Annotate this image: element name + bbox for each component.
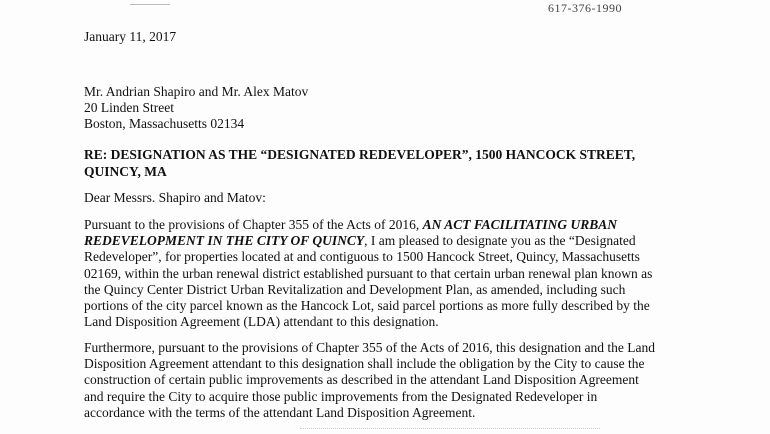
paragraph-text: Pursuant to the provisions of Chapter 355 of the Acts of 2016, [84, 217, 423, 232]
letter-date: January 11, 2017 [84, 29, 177, 44]
paragraph-line: 02169, within the urban renewal district established pursuant to that certain urban renewal plan known as [84, 265, 653, 281]
paragraph-line: and require the City to acquire those public improvements from the Designated Redeveloper in [84, 388, 598, 404]
letterhead-mark [130, 0, 170, 5]
act-title-part-1: AN ACT FACILITATING URBAN [422, 217, 618, 232]
subject-line-1: RE: DESIGNATION AS THE “DESIGNATED REDEVELOPER”, 1500 HANCOCK STREET, [84, 147, 636, 162]
paragraph-line: Redeveloper”, for properties located at and contiguous to 1500 Hancock Street, Quincy, Massachusetts [84, 249, 640, 265]
subject-line-2: QUINCY, MA [84, 164, 167, 179]
paragraph-line: construction of certain public improvements as described in the attendant Land Disposition Agreement [84, 372, 639, 388]
paragraph-line: Furthermore, pursuant to the provisions of Chapter 355 of the Acts of 2016, this designation and the Land [84, 340, 656, 355]
paragraph-line [84, 217, 704, 233]
paragraph-public-improvements [84, 340, 704, 421]
paragraph-line: portions of the city parcel known as the Hancock Lot, said parcel portions as more fully described by the [84, 298, 650, 314]
act-title-part-2: REDEVELOPMENT IN THE CITY OF QUINCY [84, 233, 365, 249]
paragraph-designation [84, 217, 704, 330]
paragraph-line: the Quincy Center District Urban Revitalization and Development Plan, as amended, including such [84, 281, 626, 297]
paragraph-line: Land Disposition Agreement (LDA) attendant to this designation. [84, 314, 439, 330]
recipient-street: 20 Linden Street [84, 100, 174, 115]
letterhead-phone: 617-376-1990 [548, 1, 622, 15]
recipient-city: Boston, Massachusetts 02134 [84, 116, 245, 131]
salutation: Dear Messrs. Shapiro and Matov: [84, 190, 266, 205]
paragraph-line [84, 233, 704, 249]
paragraph-line: accordance with the terms of the attendant Land Disposition Agreement. [84, 404, 476, 420]
paragraph-line: Disposition Agreement attendant to this designation shall include the obligation by the City to cause the [84, 356, 645, 372]
recipient-names: Mr. Andrian Shapiro and Mr. Alex Matov [84, 84, 309, 99]
subject-line [84, 146, 684, 180]
paragraph-text: , I am pleased to designate you as the “Designated [364, 233, 636, 249]
cut-off-text-edge [300, 428, 600, 434]
